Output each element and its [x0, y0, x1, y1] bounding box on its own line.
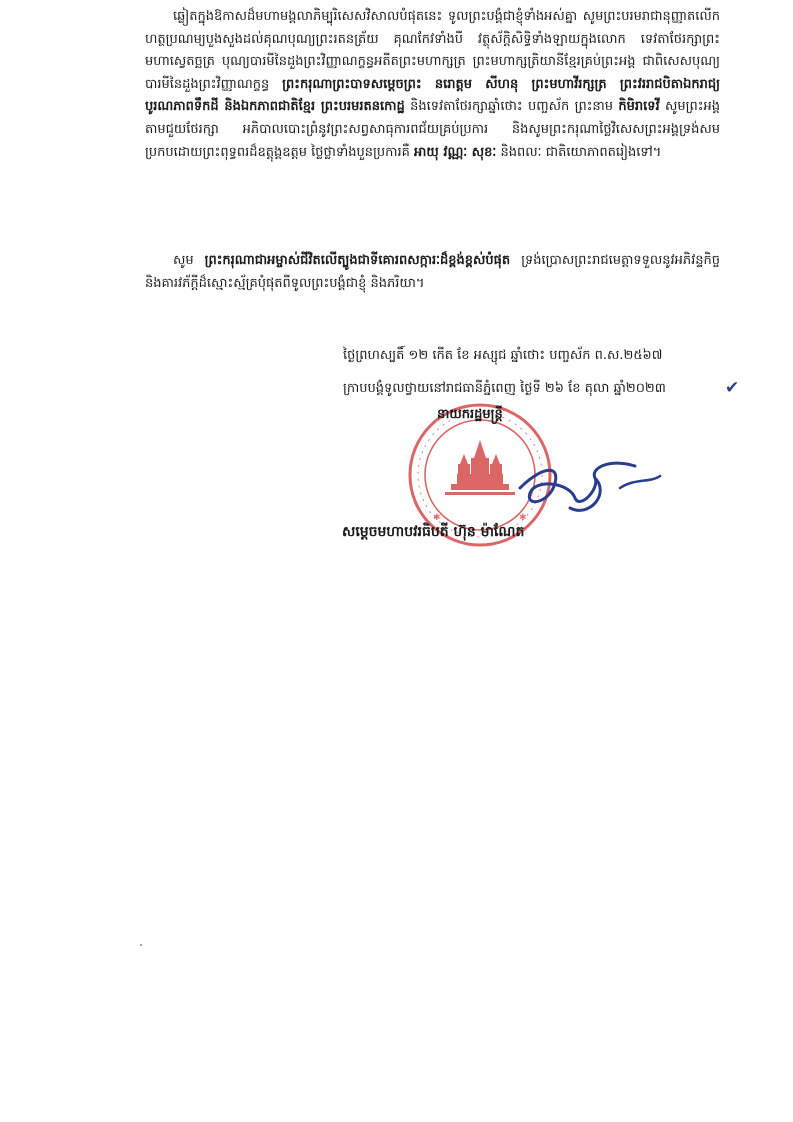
svg-text:✱: ✱ — [519, 513, 527, 523]
solar-date: ក្រាបបង្គំទូលថ្វាយនៅរាជធានីភ្នំពេញ ថ្ងៃទី ២៦ ខែ តុលា ឆ្នាំ២០២៣ — [343, 381, 666, 396]
paragraph-1-middle: និងទេវតាថែរក្សាឆ្នាំថោះ បញ្ចស័ក ព្រះនាម — [404, 99, 619, 115]
scan-speck — [140, 944, 142, 946]
blessing-paragraph — [145, 6, 720, 164]
four-blessings: អាយុ វណ្ណៈ សុខៈ — [414, 144, 497, 160]
closing-paragraph — [145, 250, 720, 295]
svg-text:✱: ✱ — [433, 513, 441, 523]
signer-name: សម្តេចមហាបវរធិបតី ហ៊ុន ម៉ាណែត — [342, 524, 525, 540]
lunar-date: ថ្ងៃព្រហស្បតិ៍ ១២ កើត ខែ អស្សុជ ឆ្នាំថោះ បញ្ចស័ក ព.ស.២៥៦៧ — [343, 348, 663, 363]
paragraph-2-rest: ទ្រង់ប្រោសព្រះរាជមេត្តាទទួលនូវអភិវន្ទកិច្ច និងគារវភ័ក្តីដ៏ស្មោះស្ម័គ្រប៉ំផុតពីទូលព្រះបង្គំជាខ្ញុំ និងភរិយា។ — [145, 253, 720, 291]
signature — [500, 448, 670, 528]
king-title: ព្រះករុណាជាអម្ចាស់ជីវិតលើត្បូងជាទីគោរពសក្ការៈដ៏ខ្ពង់ខ្ពស់បំផុត — [204, 253, 511, 268]
paragraph-1-intro: ឆ្លៀតក្នុងឱកាសដ៏មហាមង្គលាភិម្បុរិសេសវិសាលបំផុតនេះ ទូលព្រះបង្គំជាខ្ញុំទាំងអស់គ្នា សូមព្រះបរមរាជានុញ្ញាតលើកហត្ថប្រណម្យបួងសួងដល់គុណបុណ្យព្រះរតនត្រ័យ គុណកែវទាំងបី វត្ថុស័ក្តិសិទ្ធិទាំងឡាយក្នុងលោក ទេវតាថែរក្សាព្រះមហាសេ្វតច្ឆត្រ បុណ្យបារមីនៃដួងព្រះវិញ្ញាណក្ខន្ធអតីតព្រះមហាក្សត្រ ព្រះមហាក្សត្រិយានីខ្មែរគ្រប់ព្រះអង្គ ជាពិសេសបុណ្យបារមីនៃដួងព្រះវិញ្ញាណក្ខន្ធ — [145, 9, 720, 92]
paragraph-2-intro: សូម — [173, 253, 205, 268]
paragraph-1-end: និងពលៈ ជាតិយោភាពតរៀងទៅ។ — [496, 144, 662, 160]
deity-name: កិមិរាទេវី — [618, 99, 660, 115]
late-king-title: ព្រះករុណាព្រះបាទសម្តេចព្រះ នរោត្តម សីហនុ ព្រះមហាវីរក្សត្រ ព្រះវររាជបិតាឯករាជ្យ បូរណភាពទឹកដី និងឯកភាពជាតិខ្មែរ ព្រះបរមរតនកោដ្ឋ — [145, 76, 720, 115]
paragraph-1-after-name: សូមព្រះអង្គតាមជួយថែរក្សា អភិបាលបោះព្រំនូវព្រះសព្វសាធុការពជ័យគ្រប់ប្រការ និងសូមព្រះករុណាថ្លៃវិសេសព្រះអង្គទ្រង់សមប្រកបដោយព្រះពុទ្ធពរដ៏ឧត្តុង្គឧត្តម ថ្លៃថ្លាទាំងបួនប្រការគឺ — [145, 99, 721, 160]
prime-minister-title: នាយករដ្ឋមន្ត្រី — [437, 407, 503, 422]
check-mark-icon: ✔ — [725, 378, 740, 398]
